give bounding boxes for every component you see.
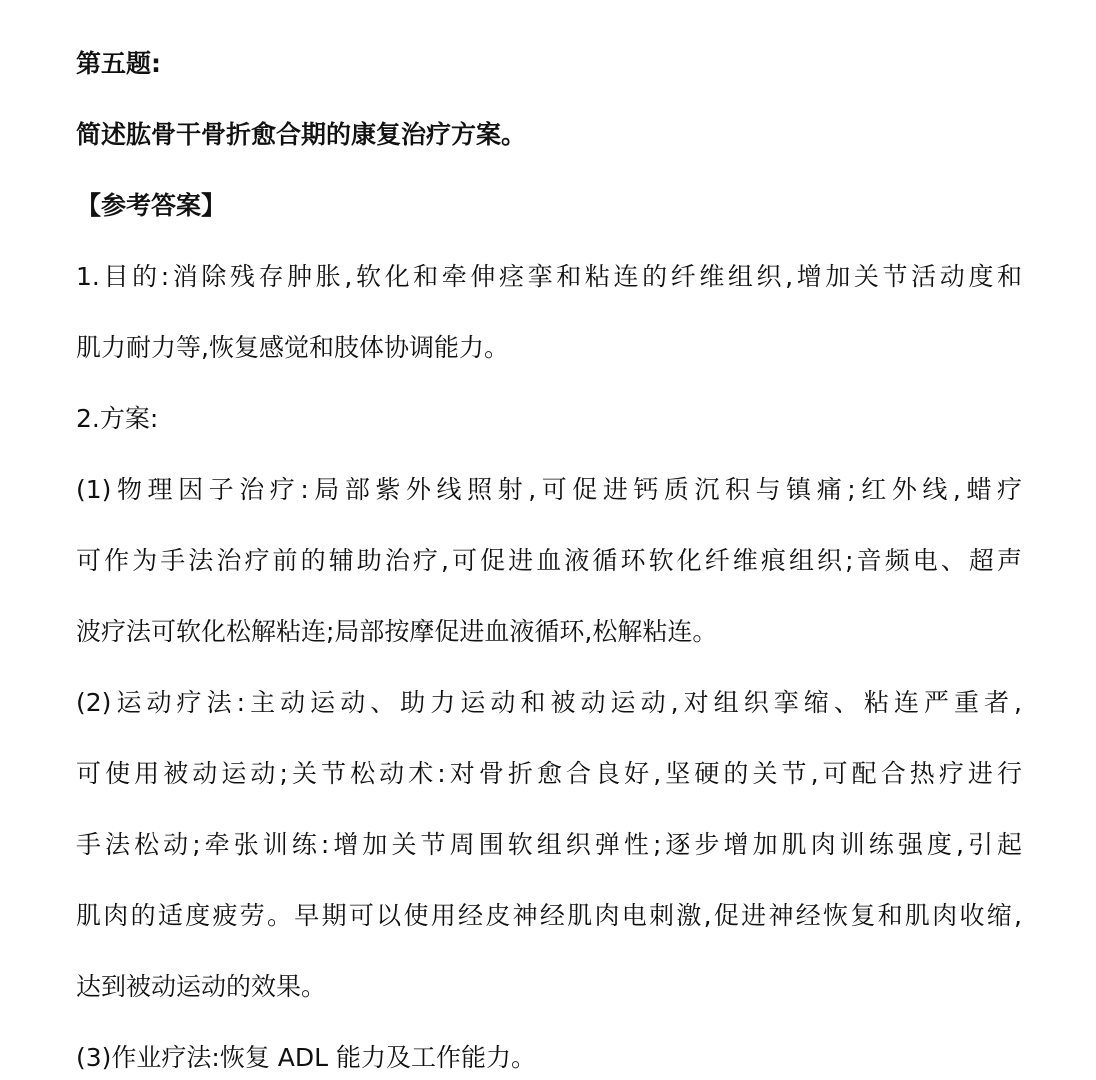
question-prompt: 简述肱骨干骨折愈合期的康复治疗方案。 xyxy=(76,120,527,149)
answer-line: 肌力耐力等,恢复感觉和肢体协调能力。 xyxy=(76,333,509,362)
answer-line: (3)作业疗法:恢复 ADL 能力及工作能力。 xyxy=(76,1043,537,1072)
answer-heading: 【参考答案】 xyxy=(76,191,227,220)
answer-line: 2.方案: xyxy=(76,404,159,433)
answer-line: 1.目的:消除残存肿胀,软化和牵伸痉挛和粘连的纤维组织,增加关节活动度和 xyxy=(76,262,1022,291)
answer-line: 可使用被动运动;关节松动术:对骨折愈合良好,坚硬的关节,可配合热疗进行 xyxy=(76,759,1022,788)
answer-line: 波疗法可软化松解粘连;局部按摩促进血液循环,松解粘连。 xyxy=(76,617,718,646)
answer-line: 达到被动运动的效果。 xyxy=(76,972,327,1001)
question-number: 第五题: xyxy=(76,49,161,78)
answer-line: 手法松动;牵张训练:增加关节周围软组织弹性;逐步增加肌肉训练强度,引起 xyxy=(76,830,1022,859)
answer-line: 可作为手法治疗前的辅助治疗,可促进血液循环软化纤维痕组织;音频电、超声 xyxy=(76,546,1022,575)
answer-line: (2)运动疗法:主动运动、助力运动和被动运动,对组织挛缩、粘连严重者, xyxy=(76,688,1022,717)
answer-line: 肌肉的适度疲劳。早期可以使用经皮神经肌肉电刺激,促进神经恢复和肌肉收缩, xyxy=(76,901,1022,930)
answer-line: (1)物理因子治疗:局部紫外线照射,可促进钙质沉积与镇痛;红外线,蜡疗 xyxy=(76,475,1022,504)
